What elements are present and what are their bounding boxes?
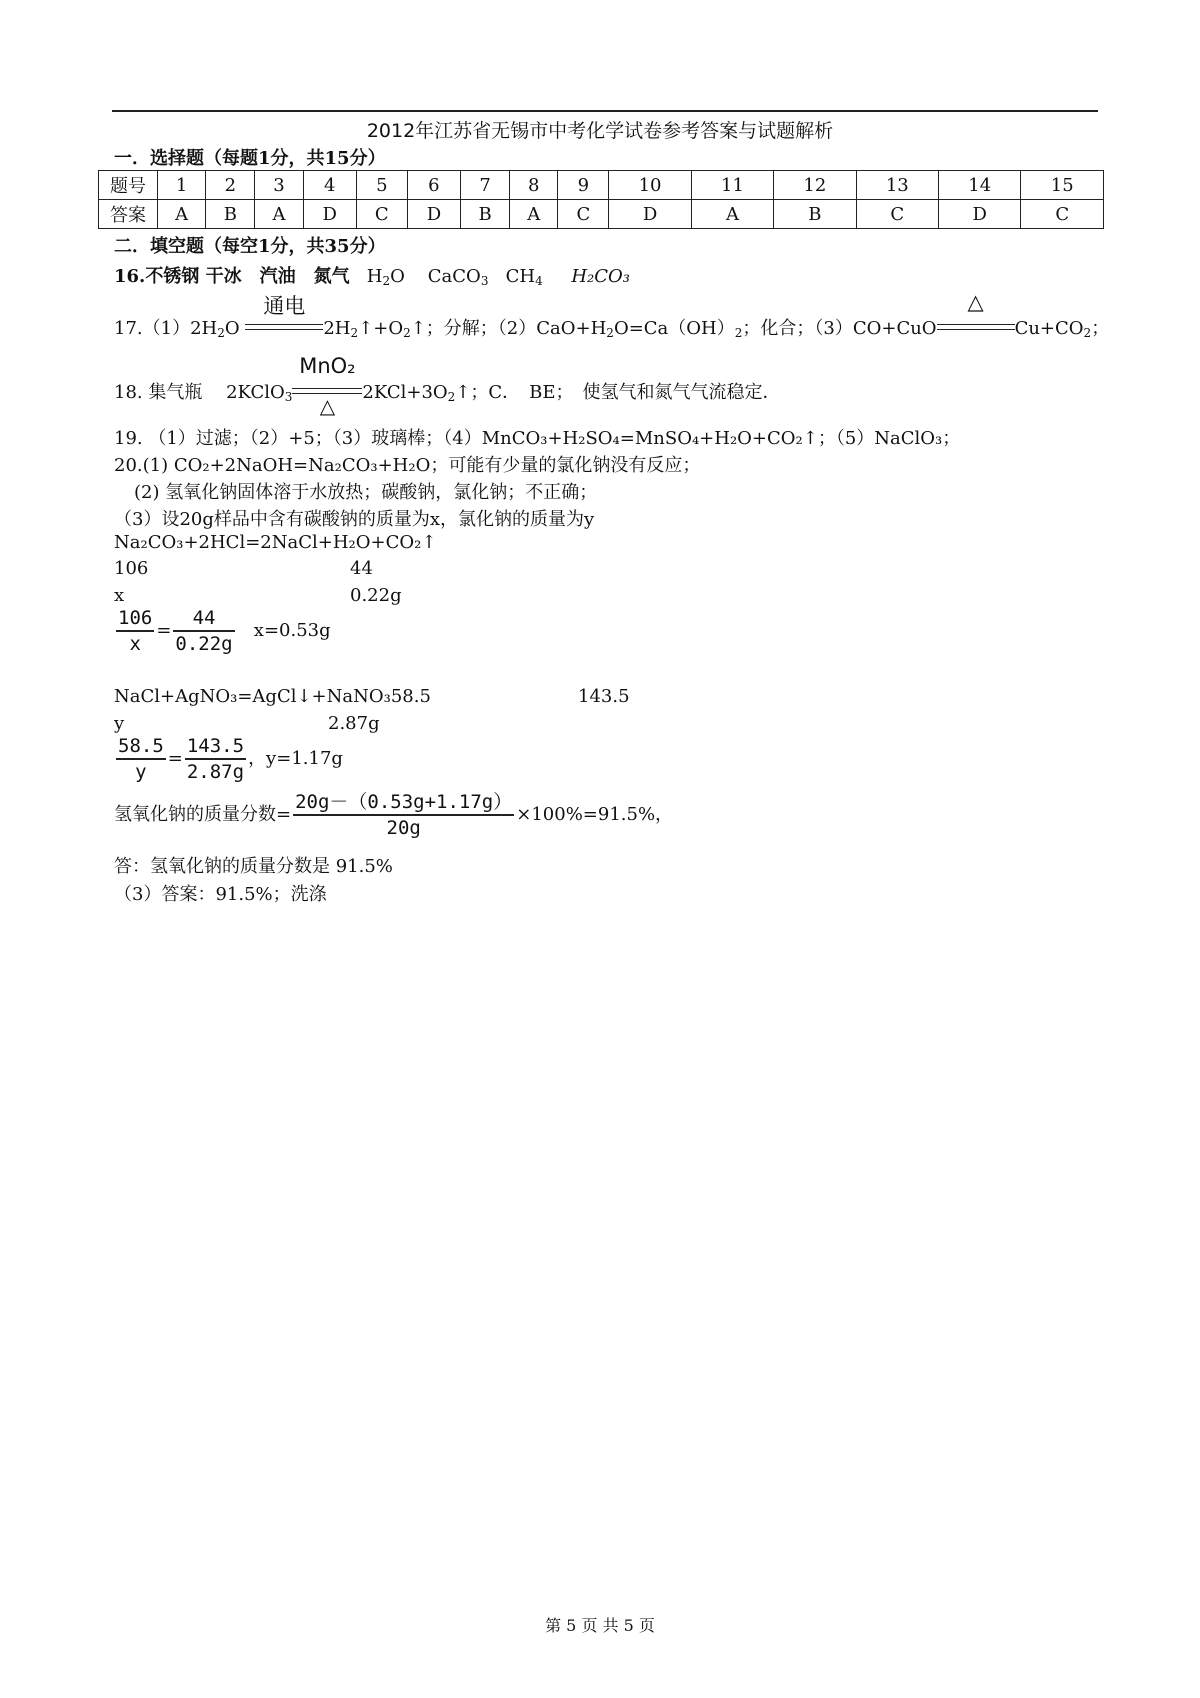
page-footer: 第 5 页 共 5 页 — [545, 1616, 655, 1635]
q20-ratio-3a: y — [114, 713, 125, 734]
table-cell-answer: C — [356, 200, 407, 229]
table-head-number: 题号 — [99, 171, 158, 200]
q17-line: $17.(1)2H_2O$ 通电 $2H_2↑+O_2↑$；分解；$(2)CaO+H_2O=Ca(OH)_2$；化合；（3）CO+CuO △ $Cu+CO_2$； — [114, 290, 1110, 340]
q16-caco3: CaCO$_3$ — [427, 266, 489, 288]
table-cell-answer: A — [510, 200, 558, 229]
table-cell-number: 10 — [609, 171, 691, 200]
table-cell-answer: D — [303, 200, 356, 229]
q20-ratio-2b: 0.22g — [350, 585, 402, 606]
q20-fraction-1: $\frac{106}{x}$ = $\frac{44}{0.22g}$ x=0.53g — [118, 607, 331, 655]
table-cell-answer: C — [558, 200, 609, 229]
table-cell-answer: B — [461, 200, 510, 229]
table-cell-answer: C — [856, 200, 938, 229]
q20-line-2: (2) 氢氧化钠固体溶于水放热；碳酸钠，氯化钠；不正确； — [134, 482, 598, 503]
q20-last: （3）答案：91.5%；洗涤 — [114, 884, 327, 905]
page-title: 2012年江苏省无锡市中考化学试卷参考答案与试题解析 — [366, 120, 834, 142]
table-cell-number: 6 — [407, 171, 460, 200]
table-cell-answer: C — [1021, 200, 1104, 229]
table-cell-number: 11 — [691, 171, 773, 200]
electrolysis-condition: 通电 — [245, 316, 323, 334]
table-cell-number: 15 — [1021, 171, 1104, 200]
table-cell-number: 1 — [158, 171, 206, 200]
q20-ratio-3b: 2.87g — [328, 713, 380, 734]
q20-line-1: 20.(1) CO₂+2NaOH=Na₂CO₃+H₂O；可能有少量的氯化钠没有反应； — [114, 455, 701, 476]
table-cell-answer: D — [939, 200, 1021, 229]
q20-fraction-2: $\frac{58.5}{y}$ = $\frac{143.5}{2.87g}$ ，y=1.17g — [118, 735, 343, 783]
table-cell-number: 5 — [356, 171, 407, 200]
q16-h2co3: H₂CO₃ — [571, 266, 631, 287]
q16-line — [114, 262, 630, 288]
q18-line: 18. 集气瓶 2KClO$_3$ MnO₂ △ $2KCl+3O_2↑$；C． BE； 使氢气和氮气气流稳定． — [114, 354, 781, 418]
table-cell-number: 7 — [461, 171, 510, 200]
q16-ch4: $CH_4$ — [505, 266, 543, 288]
answer-table — [98, 170, 1104, 229]
table-head-answer: 答案 — [99, 200, 158, 229]
section-choice-heading: 一．选择题（每题1分，共15分） — [114, 148, 386, 169]
catalyst-condition: MnO₂ △ — [292, 380, 362, 398]
table-cell-number: 8 — [510, 171, 558, 200]
table-cell-answer: D — [609, 200, 691, 229]
q20-equation-2-mass: 143.5 — [578, 686, 630, 707]
table-cell-number: 14 — [939, 171, 1021, 200]
table-cell-answer: B — [774, 200, 856, 229]
q20-equation-1: Na₂CO₃+2HCl=2NaCl+H₂O+CO₂↑ — [114, 532, 437, 553]
q20-line-3: （3）设20g样品中含有碳酸钠的质量为x，氯化钠的质量为y — [114, 509, 595, 530]
section-fill-heading: 二．填空题（每空1分，共35分） — [114, 236, 386, 257]
table-row-numbers — [99, 171, 1104, 200]
q16-h2o: $H_2O$ — [366, 266, 405, 288]
q20-answer: 答：氢氧化钠的质量分数是 91.5% — [114, 856, 393, 877]
table-cell-answer: A — [255, 200, 303, 229]
table-cell-number: 9 — [558, 171, 609, 200]
q20-equation-2: NaCl+AgNO₃=AgCl↓+NaNO₃58.5 — [114, 686, 431, 707]
table-cell-number: 2 — [206, 171, 255, 200]
header-rule — [112, 110, 1098, 112]
heat-condition: △ — [937, 316, 1015, 334]
q20-fraction-3: 氢氧化钠的质量分数= $\frac{20g-(0.53g+1.17g)}{20g}$ ×100%=91.5%， — [114, 791, 674, 839]
table-cell-answer: D — [407, 200, 460, 229]
q20-ratio-2a: x — [114, 585, 125, 606]
table-cell-number: 3 — [255, 171, 303, 200]
table-cell-number: 13 — [856, 171, 938, 200]
table-cell-answer: A — [158, 200, 206, 229]
table-cell-number: 4 — [303, 171, 356, 200]
q19-line: 19. （1）过滤；（2）+5；（3）玻璃棒；（4）MnCO₃+H₂SO₄=MnSO₄+H₂O+CO₂↑；（5）NaClO₃； — [114, 428, 961, 449]
q16-label: 16.不锈钢 干冰 汽油 氮气 — [114, 266, 350, 287]
table-cell-answer: B — [206, 200, 255, 229]
q20-ratio-1b: 44 — [350, 558, 373, 579]
q20-ratio-1a: 106 — [114, 558, 149, 579]
table-row-answers — [99, 200, 1104, 229]
table-cell-answer: A — [691, 200, 773, 229]
table-cell-number: 12 — [774, 171, 856, 200]
